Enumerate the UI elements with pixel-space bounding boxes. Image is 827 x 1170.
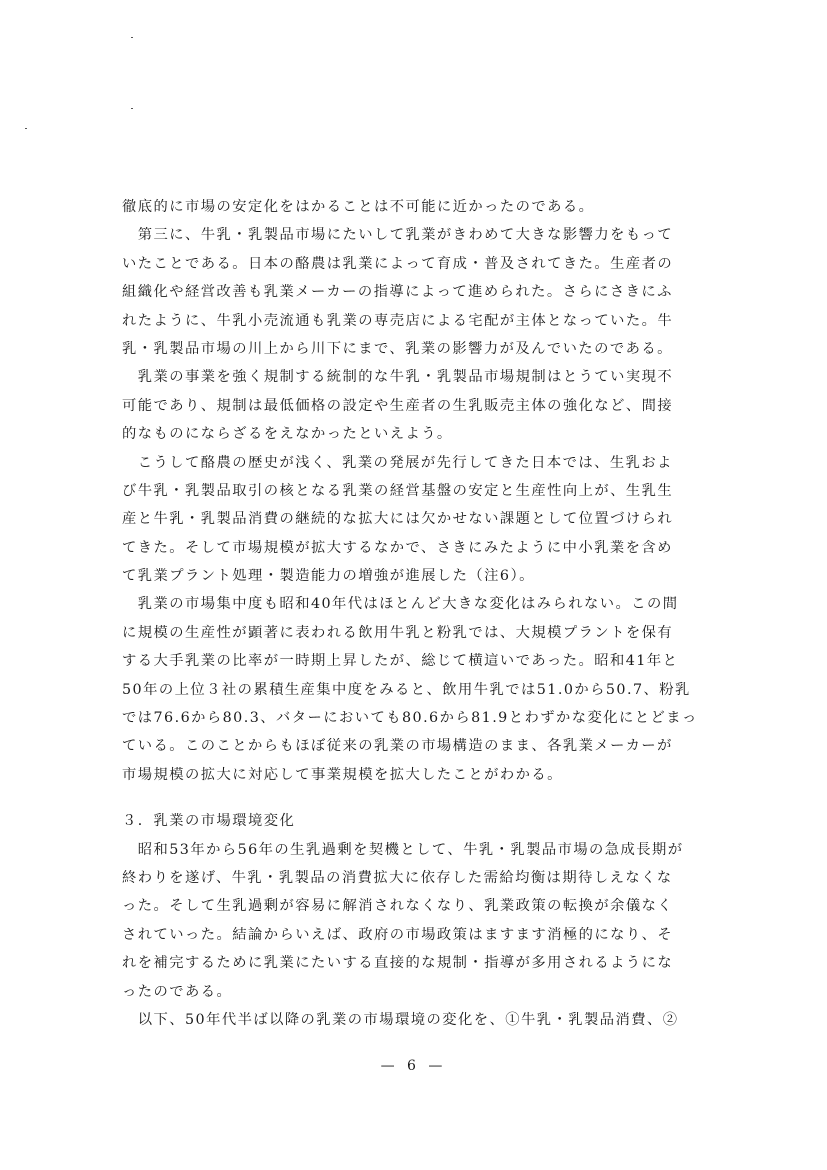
text-line: 産と牛乳・乳製品消費の継続的な拡大には欠かせない課題として位置づけられ: [122, 511, 674, 528]
text-line: 乳業の市場集中度も昭和40年代はほとんど大きな変化はみられない。この間: [122, 596, 679, 613]
text-line: ったのである。: [122, 983, 233, 1000]
scan-speck: [131, 37, 133, 38]
text-line: 終わりを遂げ、牛乳・乳製品の消費拡大に依存した需給均衡は期待しえなくな: [122, 869, 673, 886]
text-line: てきた。そして市場規模が拡大するなかで、さきにみたように中小乳業を含め: [122, 539, 673, 556]
body-text: [122, 193, 722, 1034]
scan-speck: [25, 128, 27, 129]
text-line: び牛乳・乳製品取引の核となる乳業の経営基盤の安定と生産性向上が、生乳生: [122, 482, 674, 499]
text-line: 乳業の事業を強く規制する統制的な牛乳・乳製品市場規制はとうてい実現不: [122, 369, 674, 386]
text-line: れを補完するために乳業にたいする直接的な規制・指導が多用されるようにな: [122, 955, 674, 972]
text-line: こうして酪農の歴史が浅く、乳業の発展が先行してきた日本では、生乳およ: [122, 454, 673, 471]
text-line: 第三に、牛乳・乳製品市場にたいして乳業がきわめて大きな影響力をもって: [122, 227, 674, 244]
text-line: されていった。結論からいえば、政府の市場政策はますます消極的になり、そ: [122, 926, 674, 943]
text-line: れたように、牛乳小売流通も乳業の専売店による宅配が主体となっていた。牛: [122, 312, 674, 329]
text-line: 以下、50年代半ば以降の乳業の市場環境の変化を、①牛乳・乳製品消費、②: [122, 1011, 679, 1028]
page-number: — 6 —: [380, 1058, 447, 1074]
section-heading: ３．乳業の市場環境変化: [122, 813, 296, 830]
text-line: 乳・乳製品市場の川上から川下にまで、乳業の影響力が及んでいたのである。: [122, 340, 673, 357]
text-line: て乳業プラント処理・製造能力の増強が進展した（注6）。: [122, 568, 535, 585]
text-line: 組織化や経営改善も乳業メーカーの指導によって進められた。さらにさきにふ: [122, 284, 673, 301]
text-line: った。そして生乳過剰が容易に解消されなくなり、乳業政策の転換が余儀なく: [122, 898, 674, 915]
text-line: 可能であり、規制は最低価格の設定や生産者の生乳販売主体の強化など、間接: [122, 397, 674, 414]
text-line: ている。このことからもほぼ従来の乳業の市場構造のまま、各乳業メーカーが: [122, 738, 673, 755]
text-line: 50年の上位３社の累積生産集中度をみると、飲用牛乳では51.0から50.7、粉乳: [122, 681, 691, 698]
text-line: では76.6から80.3、バターにおいても80.6から81.9とわずかな変化にとどまっ: [122, 710, 698, 727]
text-line: に規模の生産性が顕著に表われる飲用牛乳と粉乳では、大規模プラントを保有: [122, 624, 674, 641]
text-line: 市場規模の拡大に対応して事業規模を拡大したことがわかる。: [122, 766, 563, 783]
text-line: 徹底的に市場の安定化をはかることは不可能に近かったのである。: [122, 199, 595, 215]
text-line: 昭和53年から56年の生乳過剰を契機として、牛乳・乳製品市場の急成長期が: [122, 841, 684, 858]
scan-speck: [131, 108, 133, 109]
text-line: いたことである。日本の酪農は乳業によって育成・普及されてきた。生産者の: [122, 255, 674, 272]
text-line: 的なものにならざるをえなかったといえよう。: [122, 426, 453, 443]
text-line: する大手乳業の比率が一時期上昇したが、総じて横這いであった。昭和41年と: [122, 653, 679, 670]
